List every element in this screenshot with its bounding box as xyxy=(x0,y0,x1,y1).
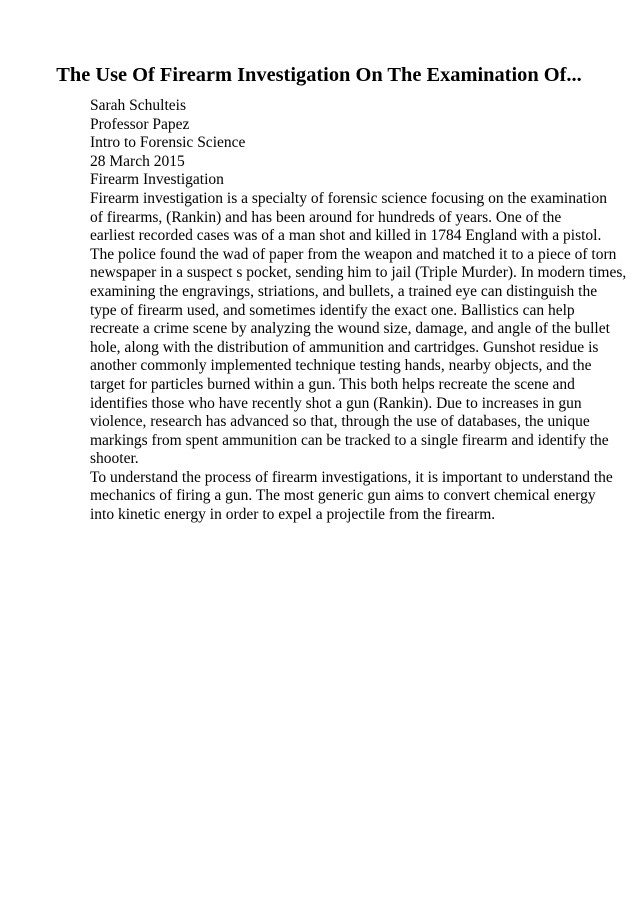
paragraph-line: Firearm investigation is a specialty of forensic science focusing on the examination xyxy=(90,189,607,207)
course-name: Intro to Forensic Science xyxy=(90,134,246,152)
document-body xyxy=(90,97,627,525)
paragraph-line: into kinetic energy in order to expel a projectile from the firearm. xyxy=(90,506,496,524)
paragraph-line: examining the engravings, striations, and bullets, a trained eye can distinguish the xyxy=(90,282,598,300)
paragraph-1 xyxy=(90,189,627,469)
paragraph-line: of firearms, (Rankin) and has been around for hundreds of years. One of the xyxy=(90,208,562,226)
professor-name: Professor Papez xyxy=(90,115,190,133)
author-name: Sarah Schulteis xyxy=(90,97,186,114)
paragraph-2 xyxy=(90,469,620,525)
paragraph-line: identifies those who have recently shot a gun (Rankin). Due to increases in gun xyxy=(90,394,582,412)
paragraph-line: shooter. xyxy=(90,450,139,468)
paragraph-line: type of firearm used, and sometimes identify the exact one. Ballistics can help xyxy=(90,301,575,319)
header-block xyxy=(90,97,620,190)
document-date: 28 March 2015 xyxy=(90,152,185,170)
paragraph-line: another commonly implemented technique testing hands, nearby objects, and the xyxy=(90,357,592,375)
paragraph-line: recreate a crime scene by analyzing the wound size, damage, and angle of the bullet xyxy=(90,320,610,338)
paragraph-line: hole, along with the distribution of ammunition and cartridges. Gunshot residue is xyxy=(90,338,599,356)
paragraph-line: newspaper in a suspect s pocket, sending him to jail (Triple Murder). In modern times, xyxy=(90,264,627,282)
paragraph-line: To understand the process of firearm investigations, it is important to understand the xyxy=(90,468,613,486)
paragraph-line: earliest recorded cases was of a man shot and killed in 1784 England with a pistol. xyxy=(90,227,602,245)
paragraph-line: The police found the wad of paper from the weapon and matched it to a piece of torn xyxy=(90,245,617,263)
document-title: The Use Of Firearm Investigation On The Examination Of... xyxy=(56,64,582,86)
paragraph-line: markings from spent ammunition can be tracked to a single firearm and identify the xyxy=(90,431,609,449)
essay-heading: Firearm Investigation xyxy=(90,171,224,189)
paragraph-line: violence, research has advanced so that, through the use of databases, the unique xyxy=(90,413,590,431)
paragraph-line: target for particles burned within a gun. This both helps recreate the scene and xyxy=(90,375,575,393)
paragraph-line: mechanics of firing a gun. The most generic gun aims to convert chemical energy xyxy=(90,487,596,505)
